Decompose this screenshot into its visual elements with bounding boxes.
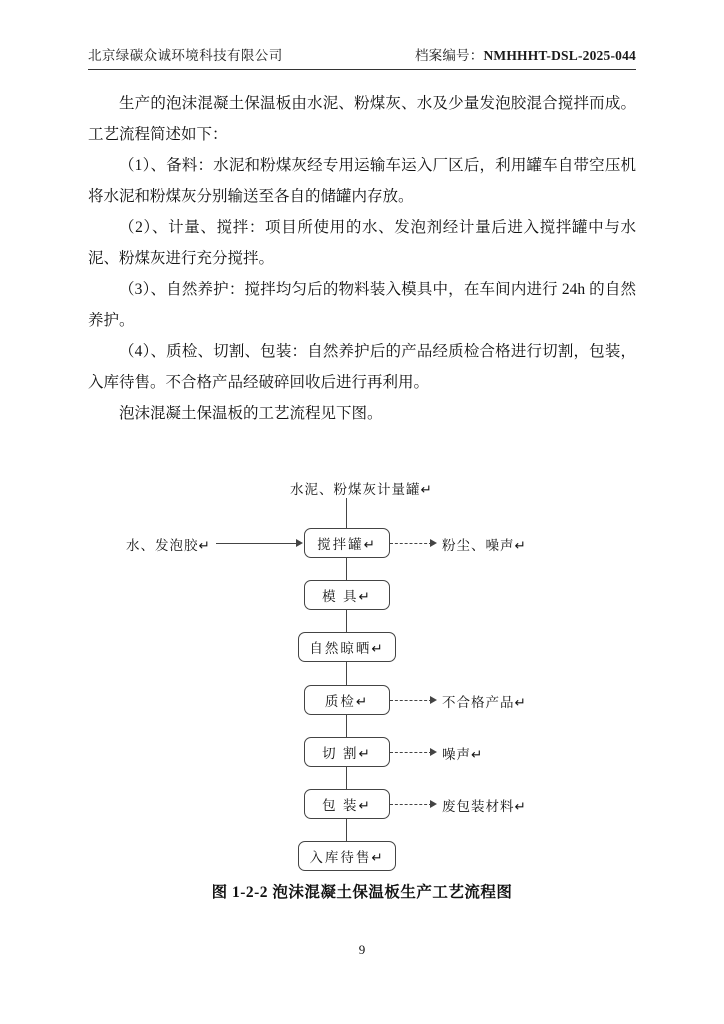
flow-node-3: 自然晾晒↵ <box>298 632 396 662</box>
header-company: 北京绿碳众诚环境科技有限公司 <box>88 48 283 63</box>
paragraph-5: （4）、质检、切割、包装：自然养护后的产品经质检合格进行切割，包装，入库待售。不合格产品经破碎回收后进行再利用。 <box>88 343 636 391</box>
paragraph-6: 泡沫混凝土保温板的工艺流程见下图。 <box>119 405 383 422</box>
flow-arrow-out-2 <box>430 696 437 704</box>
flow-connector-top <box>346 498 347 532</box>
flow-node-1: 搅拌罐↵ <box>304 528 390 558</box>
flow-left-input-label: 水、发泡胶↵ <box>126 538 211 553</box>
document-body <box>88 88 636 429</box>
flow-dash-2 <box>390 700 432 701</box>
paragraph-1: 生产的泡沫混凝土保温板由水泥、粉煤灰、水及少量发泡胶混合搅拌而成。工艺流程简述如下： <box>88 95 636 143</box>
flow-top-input-label: 水泥、粉煤灰计量罐↵ <box>290 482 433 497</box>
header-archive-label: 档案编号： <box>414 48 484 63</box>
flow-dash-1 <box>390 543 432 544</box>
flow-arrow-left <box>296 539 303 547</box>
flow-output-2: 不合格产品↵ <box>442 695 527 710</box>
process-flow-diagram <box>88 478 636 878</box>
paragraph-3: （2）、计量、搅拌：项目所使用的水、发泡剂经计量后进入搅拌罐中与水泥、粉煤灰进行充分搅拌。 <box>88 219 636 267</box>
flow-arrow-out-4 <box>430 800 437 808</box>
figure-caption: 图 1-2-2 泡沫混凝土保温板生产工艺流程图 <box>211 884 513 901</box>
flow-node-5: 切 割↵ <box>304 737 390 767</box>
header-archive-code: NMHHHT-DSL-2025-044 <box>483 48 636 63</box>
flow-arrow-out-1 <box>430 539 437 547</box>
flow-arrow-out-3 <box>430 748 437 756</box>
flow-output-4: 废包装材料↵ <box>442 799 527 814</box>
paragraph-2: （1）、备料：水泥和粉煤灰经专用运输车运入厂区后，利用罐车自带空压机将水泥和粉煤灰分别输送至各自的储罐内存放。 <box>88 157 636 205</box>
flow-dash-3 <box>390 752 432 753</box>
header-archive <box>415 44 636 64</box>
page-header <box>88 44 636 70</box>
flow-node-7: 入库待售↵ <box>298 841 396 871</box>
flow-output-3: 噪声↵ <box>442 747 484 762</box>
flow-node-6: 包 装↵ <box>304 789 390 819</box>
paragraph-4: （3）、自然养护：搅拌均匀后的物料装入模具中，在车间内进行 24h 的自然养护。 <box>88 281 636 329</box>
flow-node-4: 质检↵ <box>304 685 390 715</box>
flow-node-2: 模 具↵ <box>304 580 390 610</box>
flow-output-1: 粉尘、噪声↵ <box>442 538 527 553</box>
page-number: 9 <box>358 942 366 957</box>
flow-dash-4 <box>390 804 432 805</box>
flow-connector-left <box>216 543 298 544</box>
